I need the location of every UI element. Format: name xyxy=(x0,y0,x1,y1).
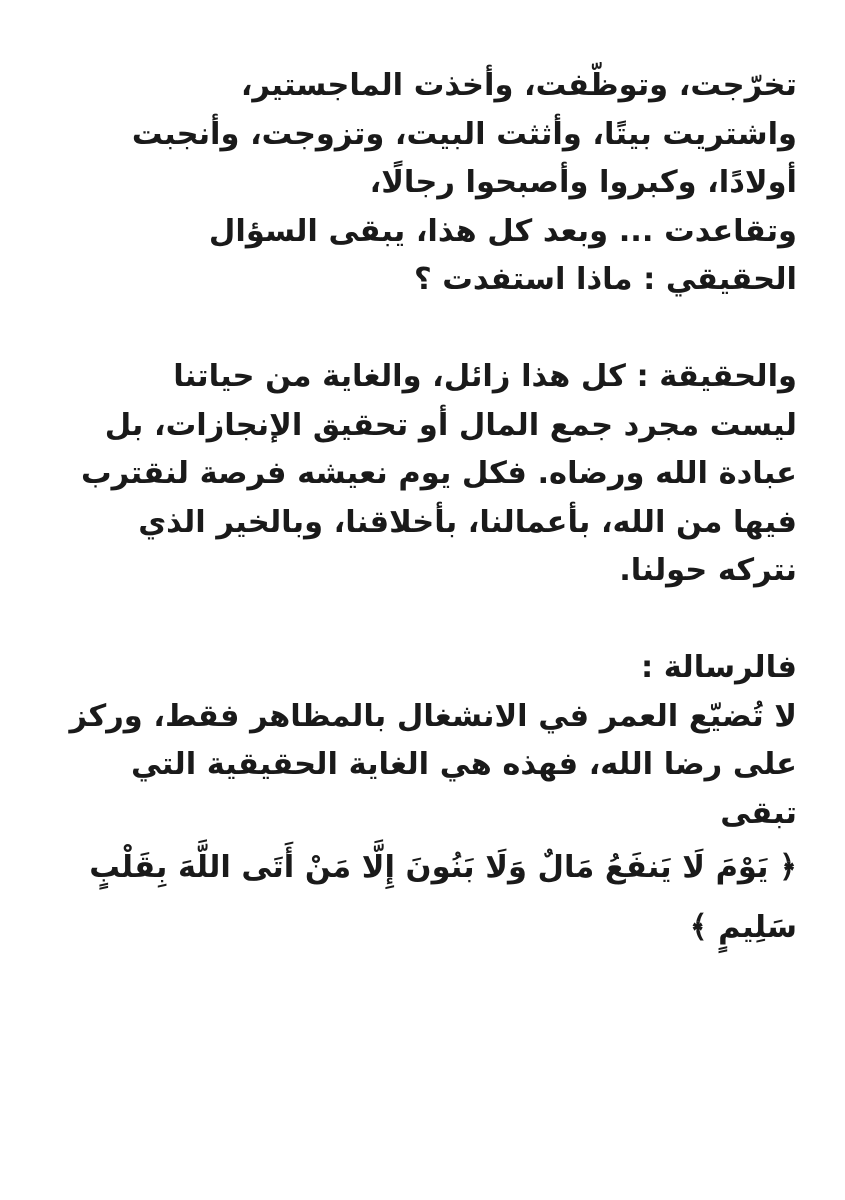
text-line: ليست مجرد جمع المال أو تحقيق الإنجازات، بل xyxy=(104,407,797,443)
paragraph-spacer xyxy=(44,305,797,354)
text-line: فالرسالة : xyxy=(640,650,797,685)
text-line: فيها من الله، بأعمالنا، بأخلاقنا، وبالخير الذي xyxy=(138,504,797,540)
paragraph-intro xyxy=(44,62,797,305)
paragraph-truth xyxy=(44,353,797,596)
text-line: أولادًا، وكبروا وأصبحوا رجالًا، xyxy=(369,165,797,200)
paragraph-message xyxy=(44,644,797,838)
text-line: وتقاعدت ... وبعد كل هذا، يبقى السؤال xyxy=(208,213,797,249)
text-line: والحقيقة : كل هذا زائل، والغاية من حياتنا xyxy=(173,359,797,394)
quran-verse xyxy=(44,838,797,958)
text-line: عبادة الله ورضاه. فكل يوم نعيشه فرصة لنقترب xyxy=(81,456,797,491)
verse-line: ﴿ يَوْمَ لَا يَنفَعُ مَالٌ وَلَا بَنُونَ إِلَّا مَنْ أَتَى اللَّهَ بِقَلْبٍ xyxy=(89,850,797,885)
paragraph-spacer xyxy=(44,596,797,645)
text-line: تبقى xyxy=(720,795,797,831)
text-line: واشتريت بيتًا، وأثثت البيت، وتزوجت، وأنجبت xyxy=(131,116,797,152)
text-line: الحقيقي : ماذا استفدت ؟ xyxy=(413,262,797,297)
text-line: نتركه حولنا. xyxy=(619,553,797,588)
verse-line: سَلِيمٍ ﴾ xyxy=(689,910,797,945)
text-line: تخرّجت، وتوظّفت، وأخذت الماجستير، xyxy=(240,68,797,103)
text-line: على رضا الله، فهذه هي الغاية الحقيقية التي xyxy=(130,747,797,782)
text-line: لا تُضيّع العمر في الانشغال بالمظاهر فقط، وركز xyxy=(69,698,797,734)
